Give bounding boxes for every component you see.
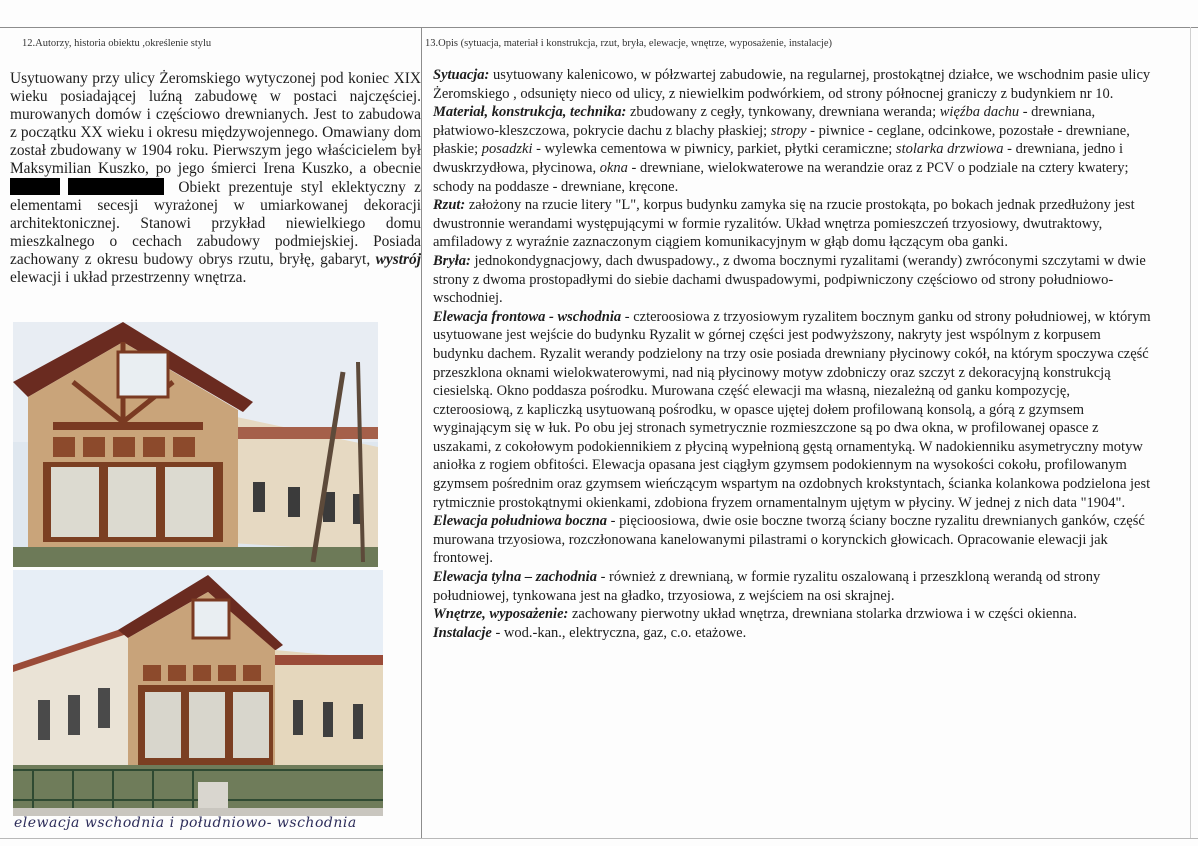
material-text: - drewniane, wielokwaterowe na werandzie oraz z PCV o podziale na cztery kwatery; schody na poddasze - drewniane, kręcone. [433,159,1129,195]
okna-label: okna [599,159,628,176]
tylna-text: - również z drewnianą, w formie ryzalitu oszalowaną i przeszkloną werandą od strony południowej, tynkowana jest na gładko, trzyosiowa, z wejściem na osi skrajnej. [433,569,1101,604]
redaction-box [10,178,60,195]
sytuacja-text: usytuowany kalenicowo, w półzwartej zabudowie, na regularnej, prostokątnej działce, we wschodnim pasie ulicy Żeromskiego , odsunięty nieco od ulicy, z niewielkim podwórkiem, od strony północnej graniczy z budynkiem nr 10. [433,67,1151,102]
tylna-paragraph [433,568,1153,605]
material-text: - drewniana, płatwiowo-kleszczowa, pokrycie dachu z blachy płaskiej; [433,104,1096,139]
house-photo-southeast [13,570,383,816]
sytuacja-label: Sytuacja: [433,67,490,83]
description-section [433,66,1153,642]
stropy-label: stropy [770,122,807,139]
wnetrze-paragraph [433,605,1153,624]
wnetrze-label: Wnętrze, wyposażenie: [433,606,569,623]
bryla-label: Bryła: [433,252,471,269]
section-12-header: 12.Autorzy, historia obiektu ,określenie stylu [22,38,212,49]
tylna-label: Elewacja tylna – zachodnia [433,569,597,586]
frontowa-paragraph [433,308,1153,513]
material-text: - wylewka cementowa w piwnicy, parkiet, płytki ceramiczne; [536,141,893,158]
history-text-1: Usytuowany przy ulicy Żeromskiego wytyczonej pod koniec XIX wieku posiadającej luźną zabudowę w postaci najczęściej. murowanych domów i częściowo drewnianych. Jest to zabudowa z początku XX wieku i okresu międzywojennego. Omawiany dom został zbudowany w 1904 roku. Pierwszym jego właścicielem był Maksymilian Kuszko, po jego śmierci Irena Kuszko, a obecnie [10,70,421,177]
poludniowa-text: - pięcioosiowa, dwie osie boczne tworzą ściany boczne ryzalitu drewnianych ganków, część murowana trzyosiowa, rozczłonowana kanelowanymi pilastrami o korynckich głowicach. Opracowanie elewacji jak frontowej. [433,513,1145,567]
sytuacja-paragraph [433,66,1153,103]
top-rule [0,27,1198,28]
history-paragraph [10,70,421,287]
column-divider [421,27,422,839]
posadzki-label: posadzki [481,141,533,158]
material-text: - drewniana, jedno i dwuskrzydłowa, płycinowa, [433,141,1124,176]
house-photo-east [13,322,378,567]
frontowa-text: - czteroosiowa z trzyosiowym ryzalitem bocznym ganku od strony południowej, w którym usytuowane jest wejście do budynku Ryzalit w górnej części jest podwyższony, nakryty jest wspólnym z korpusem budynku dachem. Ryzalit werandy podzielony na trzy osie posiada drewniany płycinowy cokół, na którym spoczywa część przeszklona oknami wielokwaterowymi, nad nią płycinowy motyw zdobniczy oraz szczyt z dekoracyjną konstrukcją ciesielską. Okno poddasza pośrodku. Murowana część elewacji ma własną, niezależną od ganku kompozycję, czteroosiową, z kapliczką usytuowaną pośrodku, w opasce ujętej dołem profilowaną konsolą, a górą z gzymsem wyginającym się w łuk. Po obu jej stronach symetrycznie rozmieszczone są po dwa okna, w profilowanej opasce z uszakami, z cokołowym podokiennikiem z płyciną wypełnioną gęstą ornamentyką. W nadokienniku asymetryczny motyw aniołka z rogiem obfitości. Elewacja opasana jest ciągłym gzymsem podokiennym na wysokości cokołu, profilowanym gzymsem pośrednim oraz gzymsem wieńczącym wspartym na ozdobnych krokstyntach, ścianka kolankowa podzielona jest rytmicznie prostokątnymi okienkami, zdobiona fryzem ornamentalnym ujętym w płyciny. W jednej z nich data "1904". [433,308,1151,511]
right-rule [1190,27,1191,839]
bryla-paragraph [433,252,1153,308]
bryla-text: jednokondygnacjowy, dach dwuspadowy., z dwoma bocznymi ryzalitami (werandy) zwróconymi szczytami w dwie strony z dwoma prostopadłymi do siebie dachami dwuspadowymi, podpiwniczony częściowo od strony południowo-wschodniej. [433,252,1146,307]
rzut-text: założony na rzucie litery "L", korpus budynku zamyka się na rzucie prostokąta, po bokach jednak przedłużony jest dwustronnie werandami występującymi w formie ryzalitów. Układ wnętrza pomieszczeń trzyosiowy, dwutraktowy, amfiladowy z wyraźnie zaznaczonym ciągiem komunikacyjnym w głąb domu łączącym oba ganki. [433,197,1135,251]
redaction-box [68,178,164,195]
material-text: - piwnice - ceglane, odcinkowe, pozostałe - drewniane, płaskie; [433,122,1130,158]
wiezba-label: więźba dachu [939,104,1020,121]
history-text-2: Obiekt prezentuje styl eklektyczny z elementami secesji wyrażonej w umiarkowanej dekoracji architektonicznej. Stanowi przykład niewielkiego domu mieszkalnego o cechach zabudowy podmiejskiej. Posiada zachowany z okresu budowy obrys rzutu, bryłę, gabaryt, [10,179,421,268]
rzut-label: Rzut: [433,197,466,214]
bottom-rule [0,838,1198,839]
wnetrze-text: zachowany pierwotny układ wnętrza, drewniana stolarka drzwiowa i w części okienna. [571,606,1077,623]
handwritten-photo-caption: elewacja wschodnia i południowo- wschodnia [14,815,357,831]
instalacje-label: Instalacje [433,624,492,641]
frontowa-label: Elewacja frontowa - wschodnia [433,308,622,325]
poludniowa-label: Elewacja południowa boczna [433,513,608,530]
instalacje-text: - wod.-kan., elektryczna, gaz, c.o. etażowe. [495,624,747,641]
stolarka-label: stolarka drzwiowa [895,141,1004,158]
rzut-paragraph [433,196,1153,252]
instalacje-paragraph [433,624,1153,643]
history-bold-word: wystrój [375,251,421,268]
poludniowa-paragraph [433,512,1153,568]
material-label: Materiał, konstrukcja, technika: [433,104,627,121]
material-paragraph [433,103,1153,196]
material-text: zbudowany z cegły, tynkowany, drewniana weranda; [629,104,937,121]
section-13-header: 13.Opis (sytuacja, materiał i konstrukcja, rzut, bryła, elewacje, wnętrze, wyposażenie, instalacje) [425,38,833,49]
history-text-3: elewacji i układ przestrzenny wnętrza. [10,269,247,286]
